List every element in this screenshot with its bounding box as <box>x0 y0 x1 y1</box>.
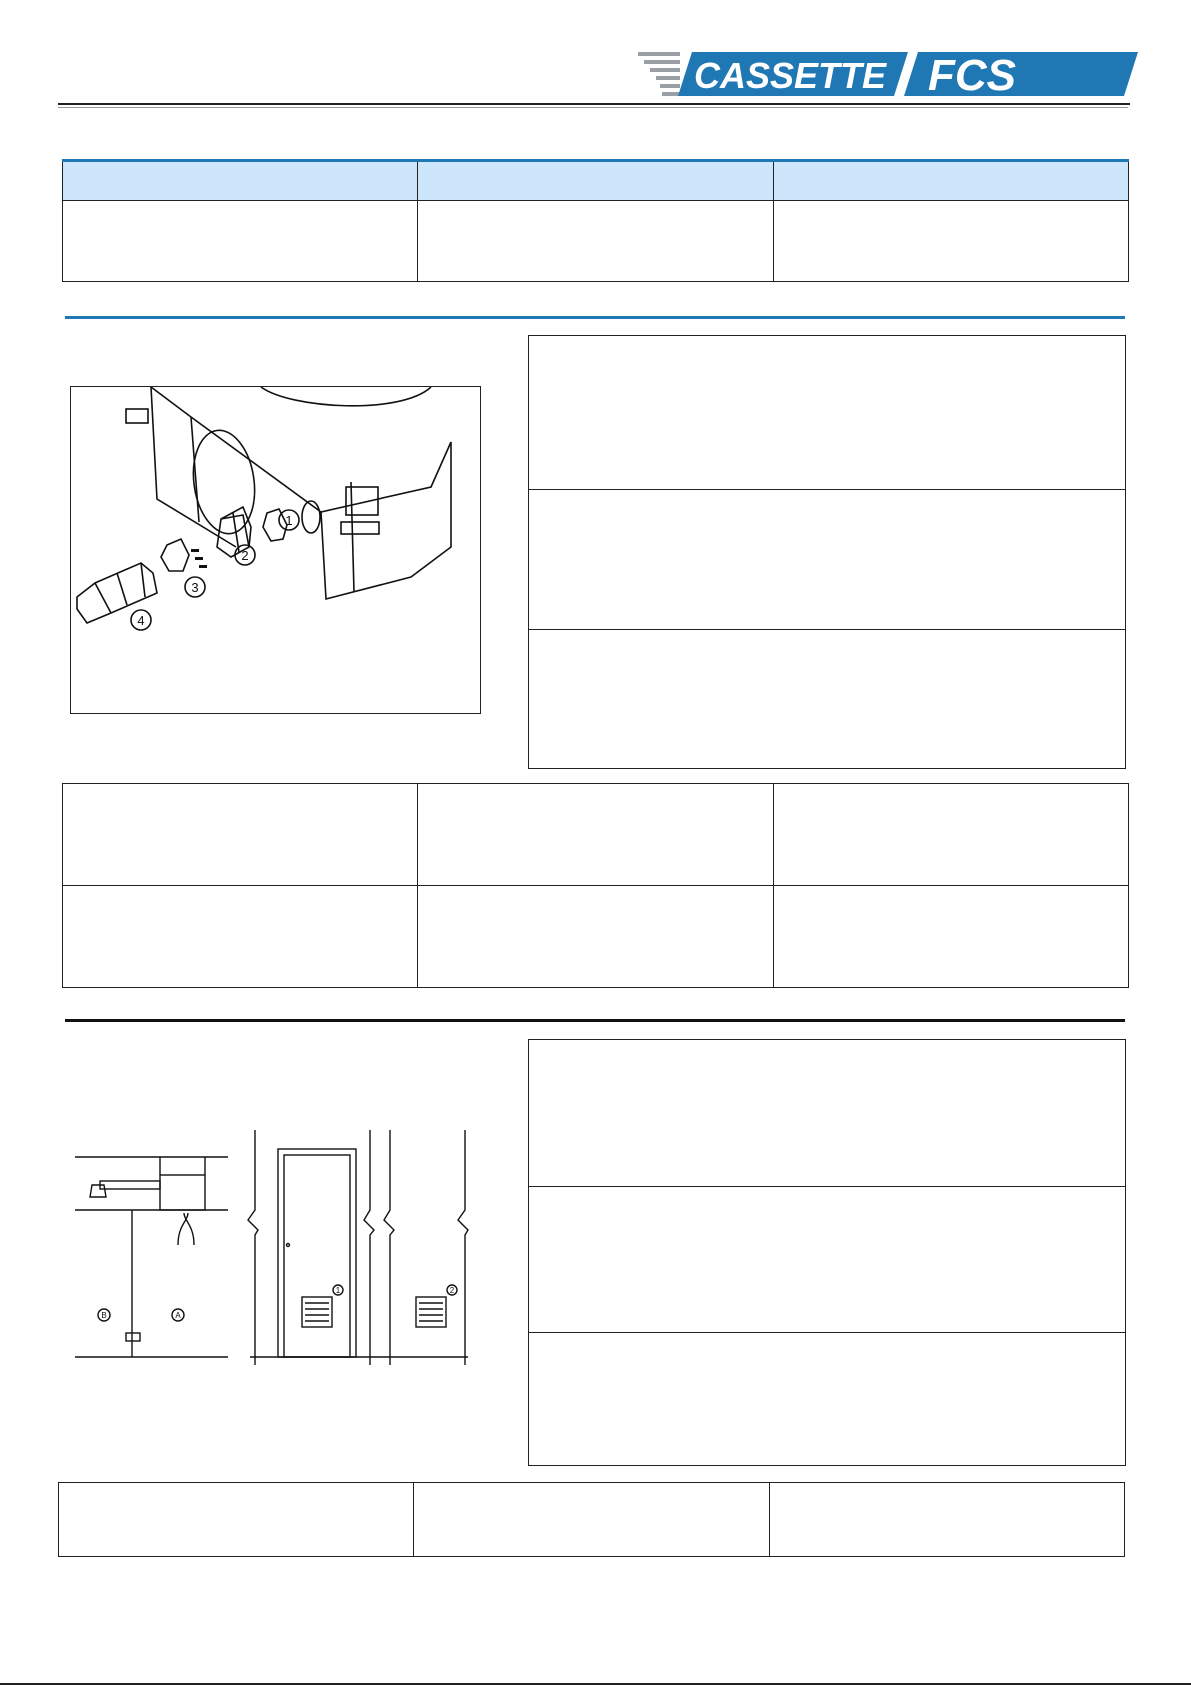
figure-duct-connection <box>70 386 481 714</box>
top-table <box>62 159 1129 282</box>
middle-table-row <box>63 886 1129 988</box>
callout-3: 3 <box>191 580 199 595</box>
top-table-cell <box>418 201 773 282</box>
section-divider-black <box>65 1019 1125 1022</box>
cassette-fcs-logo <box>630 44 1140 104</box>
text-panel-2-row <box>529 1040 1125 1187</box>
text-panel-2 <box>528 1039 1126 1466</box>
logo-stripes <box>638 52 680 96</box>
figure-air-return <box>70 1125 480 1375</box>
middle-table-cell <box>63 784 418 886</box>
top-table-cell <box>773 201 1128 282</box>
middle-table-cell <box>418 784 773 886</box>
bottom-table-cell <box>769 1483 1124 1557</box>
middle-table-cell <box>63 886 418 988</box>
top-table-header-cell <box>418 161 773 201</box>
top-table-row <box>63 201 1129 282</box>
callout-4: 4 <box>137 613 145 628</box>
bottom-table-cell <box>59 1483 414 1557</box>
callout-2: 2 <box>241 548 249 563</box>
middle-table-cell <box>418 886 773 988</box>
grille-label-2: 2 <box>449 1286 455 1295</box>
text-panel-2-row <box>529 1333 1125 1465</box>
logo-word-cassette: CASSETTE <box>693 55 887 96</box>
top-table-header-row <box>63 161 1129 201</box>
bottom-table-cell <box>414 1483 769 1557</box>
middle-table-cell <box>773 886 1128 988</box>
grille-label-1: 1 <box>335 1286 341 1295</box>
top-table-header-cell <box>63 161 418 201</box>
top-table-header-cell <box>773 161 1128 201</box>
text-panel-1-row <box>529 336 1125 490</box>
callout-1: 1 <box>285 513 293 528</box>
zone-label-b: B <box>101 1311 107 1320</box>
figure-duct-drawing <box>71 387 480 713</box>
text-panel-2-row <box>529 1187 1125 1333</box>
top-table-cell <box>63 201 418 282</box>
section-divider-blue <box>65 316 1125 319</box>
bottom-table <box>58 1482 1125 1557</box>
middle-table <box>62 783 1129 988</box>
header-rule-thin <box>58 107 1128 108</box>
zone-label-a: A <box>175 1311 181 1320</box>
logo-word-fcs: FCS <box>928 51 1016 100</box>
text-panel-1-row <box>529 490 1125 630</box>
middle-table-cell <box>773 784 1128 886</box>
text-panel-1 <box>528 335 1126 769</box>
text-panel-1-row <box>529 630 1125 768</box>
bottom-table-row <box>59 1483 1125 1557</box>
middle-table-row <box>63 784 1129 886</box>
